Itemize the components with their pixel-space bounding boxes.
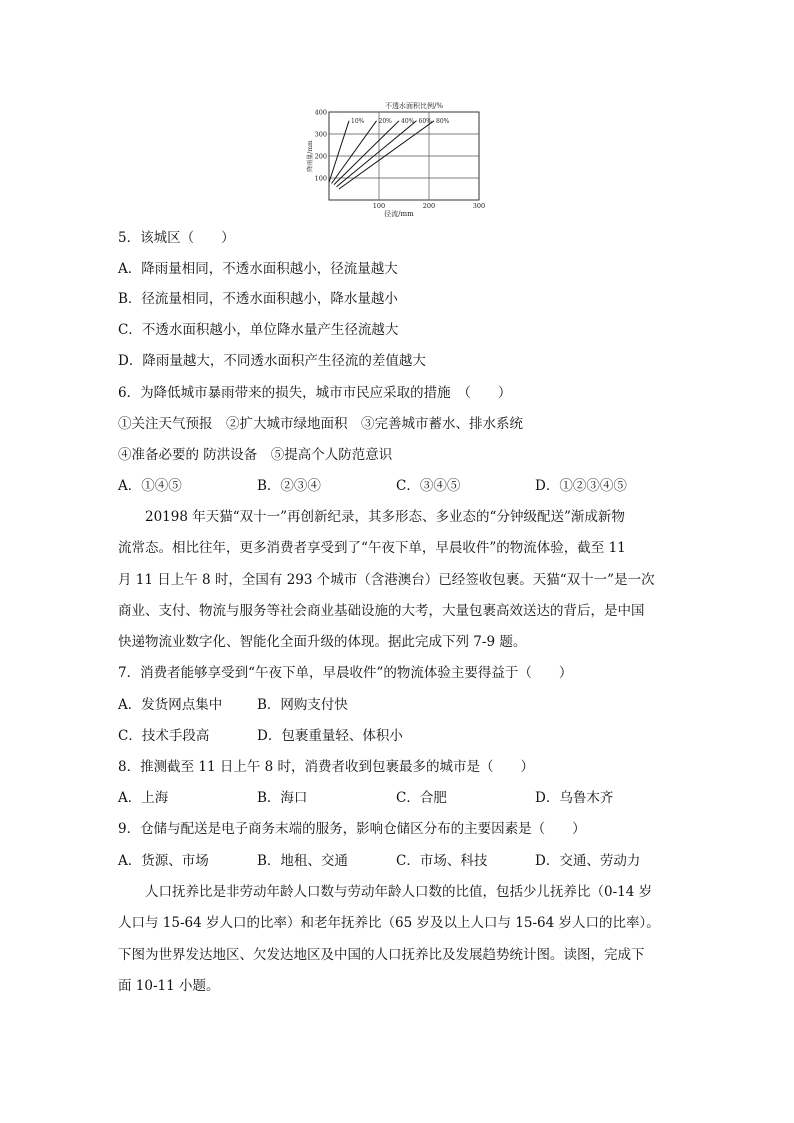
y-tick-label: 200 <box>314 152 327 161</box>
runoff-chart-svg <box>304 98 504 218</box>
q6-option-a: A．①④⑤ <box>118 478 182 494</box>
q8-option-c: C．合肥 <box>396 790 447 806</box>
y-tick-label: 100 <box>314 174 327 183</box>
q9-stem: 9．仓储与配送是电子商务末端的服务，影响仓储区分布的主要因素是（ ） <box>118 821 586 837</box>
x-tick-label: 200 <box>422 202 436 210</box>
q7-option-d: D．包裹重量轻、体积小 <box>257 728 403 744</box>
passage1-line3: 月 11 日上午 8 时，全国有 293 个城市（含港澳台）已经签收包裹。天猫“双十一”是一次 <box>118 572 655 588</box>
q9-option-a: A．货源、市场 <box>118 853 209 869</box>
q8-option-d: D．乌鲁木齐 <box>535 790 614 806</box>
q5-option-d: D．降雨量越大，不同透水面积产生径流的差值越大 <box>118 353 426 369</box>
x-tick-label: 300 <box>472 202 486 210</box>
passage2-line3: 下图为世界发达地区、欠发达地区及中国的人口抚养比及发展趋势统计图。读图，完成下 <box>118 947 645 963</box>
q9-option-d: D．交通、劳动力 <box>535 853 641 869</box>
q5-option-c: C．不透水面积越小，单位降水量产生径流越大 <box>118 322 399 338</box>
q7-option-a: A．发货网点集中 <box>118 697 223 713</box>
q6-option-b: B．②③④ <box>257 478 321 494</box>
q9-option-c: C．市场、科技 <box>396 853 488 869</box>
q6-option-c: C．③④⑤ <box>396 478 461 494</box>
chart-title: 不透水面积比例/% <box>384 102 444 110</box>
q7-option-c: C．技术手段高 <box>118 728 210 744</box>
q6-items-line1: ①关注天气预报 ②扩大城市绿地面积 ③完善城市蓄水、排水系统 <box>118 416 523 432</box>
q5-option-b: B．径流量相同，不透水面积越小，降水量越小 <box>118 291 398 307</box>
q6-stem: 6．为降低城市暴雨带来的损失，城市市民应采取的措施 （ ） <box>118 385 512 401</box>
q8-option-a: A．上海 <box>118 790 169 806</box>
q7-stem: 7．消费者能够享受到“午夜下单，早晨收件”的物流体验主要得益于（ ） <box>118 665 573 681</box>
q7-option-b: B．网购支付快 <box>257 697 348 713</box>
q5-option-a: A．降雨量相同，不透水面积越小，径流量越大 <box>118 261 398 277</box>
q8-option-b: B．海口 <box>257 790 308 806</box>
q6-items-line2: ④准备必要的 防洪设备 ⑤提高个人防范意识 <box>118 447 393 463</box>
series-label: 20% <box>378 118 392 125</box>
series-label: 10% <box>351 118 365 125</box>
y-tick-label: 300 <box>314 130 327 139</box>
series-line-80pct <box>339 121 434 189</box>
passage1-line2: 流常态。相比往年，更多消费者享受到了“午夜下单，早晨收件”的物流体验，截至 11 <box>118 540 626 556</box>
passage1-line4: 商业、支付、物流与服务等社会商业基础设施的大考，大量包裹高效送达的背后，是中国 <box>118 603 645 619</box>
x-axis-label: 径流/mm <box>384 210 414 218</box>
y-tick-label: 400 <box>314 108 327 117</box>
passage1-line1: 20198 年天猫“双十一”再创新纪录，其多形态、多业态的“分钟级配送”渐成新物 <box>145 509 625 525</box>
y-axis-label: 降雨量/mm <box>307 140 314 172</box>
series-label: 80% <box>436 118 450 125</box>
x-tick-label: 100 <box>372 202 386 210</box>
series-label: 60% <box>418 118 432 125</box>
series-label: 40% <box>401 118 415 125</box>
q9-option-b: B．地租、交通 <box>257 853 348 869</box>
series-line-20pct <box>332 121 377 184</box>
passage2-line1: 人口抚养比是非劳动年龄人口数与劳动年龄人口数的比值，包括少儿抚养比（0-14 岁 <box>145 884 653 900</box>
q8-stem: 8．推测截至 11 日上午 8 时，消费者收到包裹最多的城市是（ ） <box>118 759 535 775</box>
runoff-chart <box>304 98 504 218</box>
passage2-line4: 面 10-11 小题。 <box>118 978 220 994</box>
series-line-60pct <box>337 121 417 187</box>
passage2-line2: 人口与 15-64 岁人口的比率）和老年抚养比（65 岁及以上人口与 15-64 岁人口的比率）。 <box>118 915 660 931</box>
passage1-line5: 快递物流业数字化、智能化全面升级的体现。据此完成下列 7-9 题。 <box>118 634 527 650</box>
q5-stem: 5．该城区（ ） <box>118 230 235 246</box>
q6-option-d: D．①②③④⑤ <box>535 478 627 494</box>
